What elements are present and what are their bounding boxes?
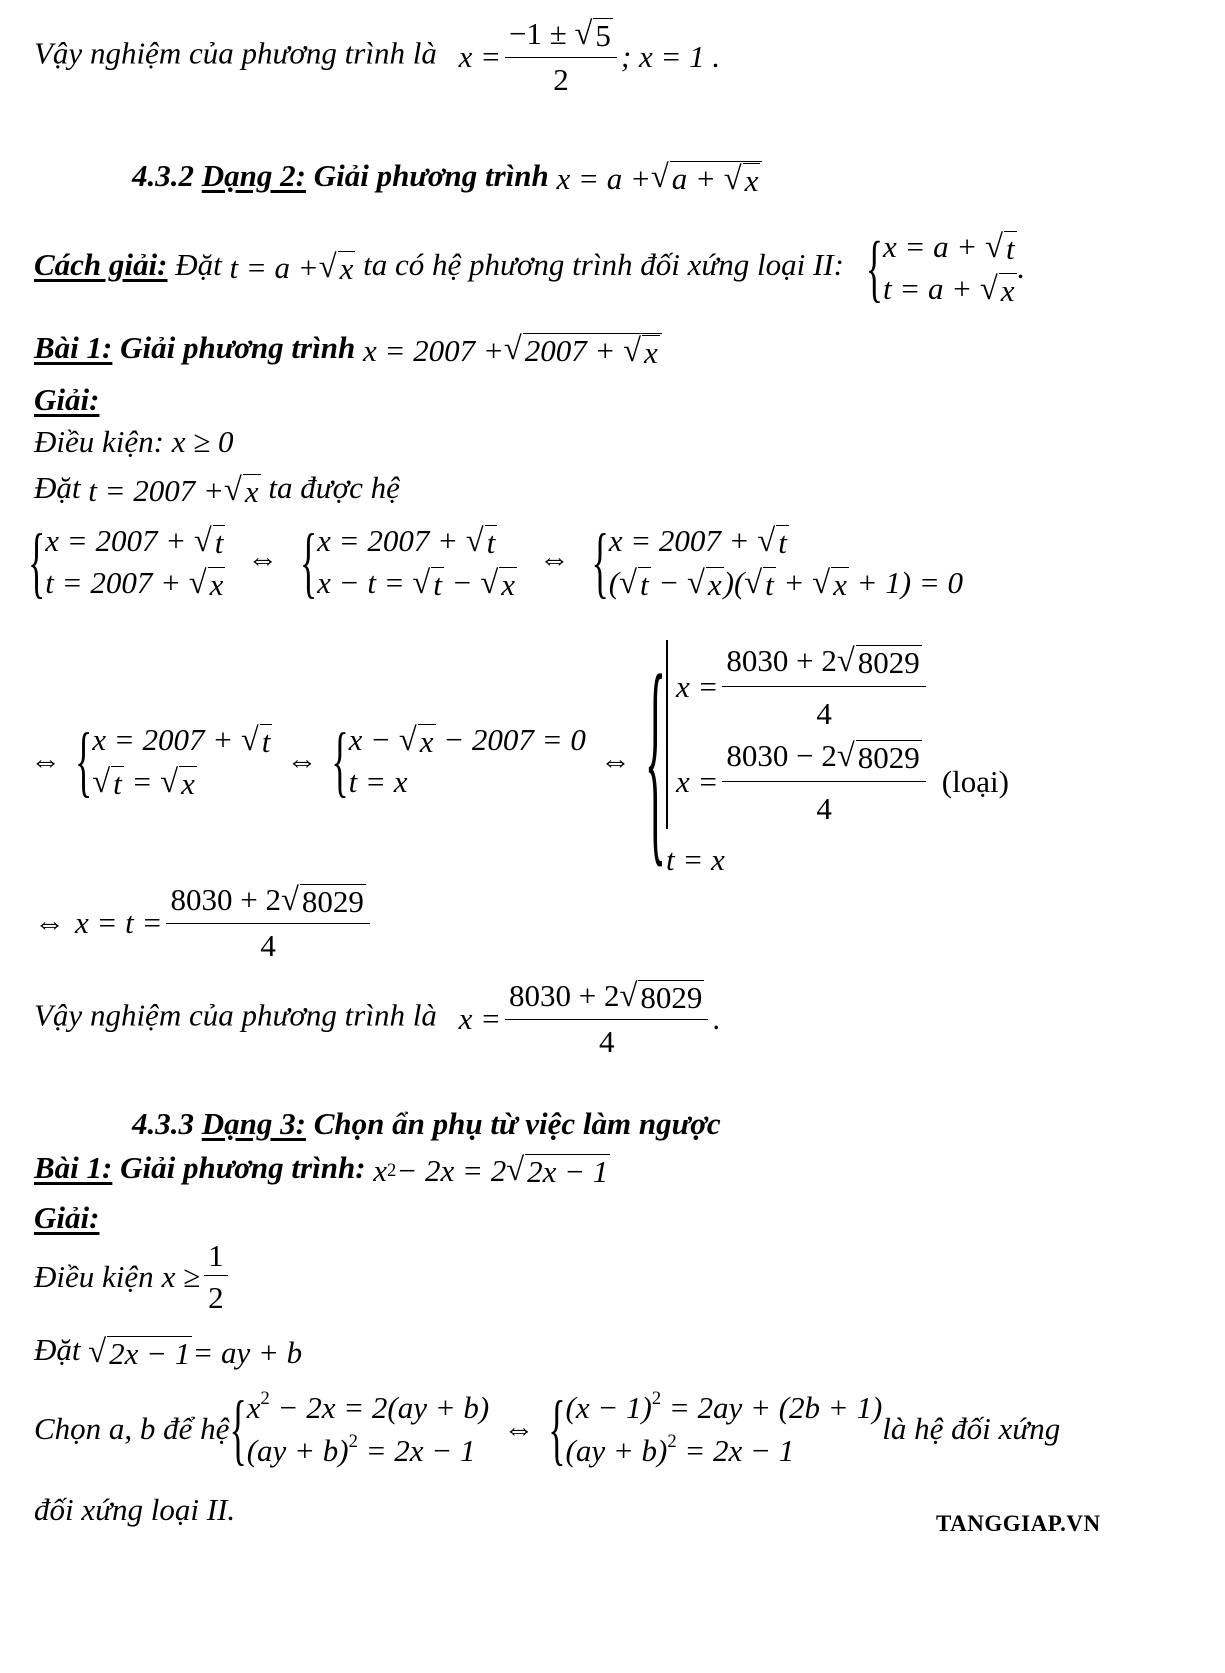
- system-rows: [247, 1386, 489, 1472]
- f-part: t = a +: [229, 250, 319, 286]
- alternatives-bracket: [666, 640, 1009, 829]
- row-2: [92, 761, 272, 803]
- conclusion-line-1: [34, 18, 720, 95]
- formula: [459, 18, 721, 95]
- iff-symbol: ⇔: [30, 743, 61, 779]
- choose-tail: là hệ đối xứng: [882, 1411, 1061, 1447]
- heading-4-3-3: [132, 1108, 721, 1139]
- denominator: 4: [260, 927, 276, 963]
- num-text: 8030 + 2: [170, 882, 281, 917]
- radical-sign: √: [619, 564, 637, 601]
- sqrt: [620, 980, 705, 1015]
- result-formula: [34, 884, 374, 961]
- r2a: (ay + b): [565, 1432, 668, 1468]
- system-rows: [883, 226, 1017, 310]
- sqrt-arg: t: [486, 525, 496, 560]
- sqrt: [240, 721, 273, 759]
- system-rows: [317, 520, 517, 604]
- system-a: [28, 517, 225, 606]
- num-text: 8030 − 2: [726, 737, 837, 773]
- fraction: [505, 980, 708, 1057]
- sqrt-arg: t: [778, 525, 787, 560]
- left-brace: {: [865, 225, 883, 310]
- formula: [459, 980, 721, 1057]
- sqrt-arg: 8029: [857, 645, 920, 680]
- system-f: [644, 628, 1009, 888]
- sub-formula: [88, 471, 260, 509]
- x-eq: x =: [458, 38, 502, 74]
- left-brace: {: [299, 517, 318, 606]
- method-formula: [229, 248, 355, 286]
- exp: 2: [260, 1388, 270, 1409]
- radical-sign: √: [619, 978, 638, 1014]
- text: Vậy nghiệm của phương trình là: [34, 35, 437, 71]
- substitution-line: [34, 472, 400, 508]
- denominator: 2: [553, 61, 569, 97]
- system-rows: [92, 719, 272, 803]
- row-1: [317, 520, 517, 562]
- heading-formula: [556, 158, 763, 198]
- left-brace: {: [28, 517, 46, 606]
- left-brace: {: [75, 716, 93, 805]
- radical-sign: √: [193, 523, 212, 559]
- sqrt: [160, 763, 197, 801]
- row-2: [609, 562, 963, 604]
- alt-1: [676, 640, 1009, 735]
- r1b: − 2007 = 0: [435, 721, 586, 757]
- res-pre: x = t =: [75, 904, 163, 940]
- radical-sign: √: [723, 160, 742, 197]
- fraction: [204, 1240, 228, 1313]
- r2b: = 2x − 1: [357, 1432, 476, 1468]
- sqrt-outer: [503, 330, 662, 370]
- sub-tail: ta được hệ: [260, 470, 400, 505]
- numerator: [505, 18, 617, 58]
- inner: 2007 +: [524, 332, 624, 368]
- result-line: [34, 884, 374, 961]
- sqrt-arg: t: [214, 525, 224, 560]
- radical-sign: √: [506, 1151, 525, 1188]
- exercise-text: Giải phương trình:: [112, 1150, 374, 1185]
- solution-label-2: Giải:: [34, 1200, 100, 1235]
- method-label: Cách giải:: [34, 246, 168, 282]
- row-1: [349, 719, 586, 761]
- dot: .: [1016, 250, 1025, 286]
- denominator: 4: [816, 790, 832, 826]
- row-1: [566, 1386, 883, 1429]
- sqrt-arg: t: [113, 765, 122, 801]
- numerator: [722, 735, 925, 782]
- text: Vậy nghiệm của phương trình là: [34, 997, 437, 1033]
- heading-number: 4.3.3: [132, 1106, 202, 1141]
- sqrt-arg: x: [833, 566, 847, 602]
- num-text: 8030 + 2: [509, 978, 620, 1013]
- x-eq: x =: [675, 669, 719, 705]
- exp: 2: [651, 1388, 662, 1409]
- exercise-formula: [362, 330, 662, 370]
- sqrt: [837, 645, 922, 680]
- p3: + 1) = 0: [848, 564, 964, 600]
- denominator: 2: [208, 1280, 224, 1315]
- heading-text: Giải phương trình: [305, 158, 557, 193]
- sqrt-inner: [623, 332, 660, 370]
- sqrt: [836, 737, 922, 775]
- row-2: [247, 1429, 489, 1472]
- radical-sign: √: [985, 229, 1003, 265]
- fraction: [722, 640, 925, 735]
- sqrt: [92, 763, 124, 801]
- iff-symbol: ⇔: [286, 743, 318, 779]
- sqrt: [744, 564, 776, 602]
- alt-2-formula: [676, 735, 1009, 830]
- system-rows: [566, 1386, 883, 1472]
- x-eq: x =: [458, 1000, 502, 1036]
- exercise-2-title: [34, 1152, 610, 1188]
- left-brace: {: [644, 628, 666, 888]
- sqrt: [188, 564, 226, 602]
- heading-4-3-2: [132, 160, 762, 197]
- radical-sign: √: [398, 721, 417, 758]
- sqrt-inner-arg: x: [744, 162, 759, 198]
- sqrt-arg: 8029: [640, 980, 703, 1015]
- sqrt-arg: t: [1005, 231, 1015, 266]
- condition-text: Điều kiện:: [34, 424, 172, 459]
- sqrt-arg: x: [1000, 272, 1015, 308]
- denominator: 4: [816, 695, 832, 731]
- r1: x = 2007 +: [45, 523, 194, 558]
- left-brace: {: [591, 517, 609, 606]
- left-brace: {: [229, 1384, 247, 1473]
- row-1: [45, 520, 225, 562]
- sqrt: [575, 18, 613, 53]
- sqrt-arg: x: [419, 723, 434, 759]
- exercise-label: Bài 1:: [34, 330, 113, 365]
- system-d: [75, 716, 272, 805]
- row-2: [883, 268, 1017, 310]
- num-text: −1 ±: [509, 16, 575, 51]
- sqrt: [398, 721, 436, 759]
- method-text-2: ta có hệ phương trình đối xứng loại II:: [355, 246, 844, 282]
- choose-text: Chọn a, b để hệ: [34, 1411, 230, 1447]
- sqrt: [686, 564, 724, 602]
- sqrt: [223, 471, 261, 509]
- r1b: − 2x = 2(ay + b): [269, 1389, 490, 1425]
- radical-sign: √: [92, 763, 111, 800]
- inner-a: a +: [671, 160, 724, 196]
- sqrt-arg: 8029: [301, 884, 364, 919]
- exercise-text: Giải phương trình: [112, 330, 363, 365]
- iff-symbol: ⇔: [247, 540, 279, 576]
- system-rows: [609, 520, 963, 604]
- rejected-label: (loại): [941, 764, 1009, 800]
- sqrt-arg: 2x − 1: [109, 1335, 191, 1371]
- sqrt-arg: t: [639, 566, 649, 602]
- fraction: [166, 884, 369, 961]
- iff-symbol: ⇔: [503, 1411, 535, 1447]
- sqrt-outer-arg: [523, 333, 662, 370]
- sqrt: [318, 248, 356, 286]
- system-chain-2: [30, 628, 1009, 888]
- heading-dang: Dạng 3:: [201, 1106, 306, 1141]
- row-2: [45, 562, 225, 604]
- x: x: [373, 1153, 388, 1189]
- method-system: [866, 226, 1025, 310]
- iff-symbol: ⇔: [599, 743, 631, 779]
- numerator: [722, 640, 925, 687]
- alternatives: [676, 640, 1009, 829]
- sqrt: [812, 564, 849, 602]
- sqrt-outer-arg: [670, 161, 763, 198]
- heading-number: 4.3.2: [132, 158, 202, 193]
- sqrt: [480, 564, 517, 602]
- minus: −: [443, 564, 481, 600]
- conclusion-line-2: [34, 980, 720, 1057]
- sub-tail: = ay + b: [192, 1335, 303, 1371]
- p1: (: [608, 564, 620, 600]
- sqrt: [466, 525, 498, 560]
- f-part: x = a +: [556, 161, 651, 197]
- numerator: 1: [204, 1240, 228, 1276]
- radical-sign: √: [240, 721, 259, 758]
- r1b: = 2ay + (2b + 1): [661, 1389, 883, 1425]
- eq: =: [123, 763, 161, 799]
- radical-sign: √: [744, 564, 763, 601]
- f-part: x = 2007 +: [362, 333, 504, 369]
- r1: x = 2007 +: [92, 721, 241, 757]
- sqrt: [194, 525, 226, 560]
- sqrt: [985, 231, 1017, 266]
- radical-sign: √: [412, 564, 431, 601]
- radical-sign: √: [318, 248, 337, 285]
- row-1: [609, 520, 963, 562]
- condition-formula: x ≥ 0: [171, 424, 234, 459]
- sqrt: [757, 525, 789, 560]
- sqrt: [281, 884, 366, 919]
- sqrt-outer: [650, 158, 762, 198]
- dot: .: [712, 1000, 721, 1036]
- numerator: [166, 884, 369, 924]
- alt-1-formula: [676, 640, 930, 735]
- sqrt-inner: [723, 160, 761, 198]
- row-2: [349, 761, 586, 803]
- x-eq: x =: [675, 764, 719, 800]
- row-1: [883, 226, 1017, 268]
- f-part: t = 2007 +: [88, 473, 224, 509]
- radical-sign: √: [188, 564, 207, 601]
- alt-2: [676, 735, 1009, 830]
- exp: 2: [348, 1430, 358, 1452]
- r1a: (x − 1): [565, 1389, 652, 1425]
- sqrt-arg: t: [261, 723, 271, 759]
- row-t: t = x: [665, 842, 725, 878]
- sqrt-arg: x: [181, 765, 195, 801]
- sub-formula: [88, 1333, 303, 1371]
- system-rows: [349, 719, 586, 803]
- sub-text: Đặt: [34, 470, 89, 505]
- radical-sign: √: [650, 158, 669, 195]
- condition-text: Điều kiện: [34, 1259, 154, 1294]
- f-part: − 2x = 2: [396, 1153, 507, 1189]
- fraction: [505, 18, 617, 95]
- num-text: 8030 + 2: [726, 643, 837, 678]
- heading-text: Chọn ẩn phụ từ việc làm ngược: [305, 1106, 721, 1141]
- sqrt-arg: x: [209, 566, 224, 602]
- system-h: [548, 1386, 882, 1472]
- iff-symbol: ⇔: [538, 540, 570, 576]
- choose-content: [34, 1386, 1060, 1472]
- exercise-label: Bài 1:: [34, 1150, 113, 1185]
- sqrt-arg: x: [244, 473, 259, 509]
- sqrt: [88, 1333, 192, 1371]
- solution-label: Giải:: [34, 382, 100, 417]
- condition-line-2: [34, 1240, 232, 1313]
- sqrt-arg: x: [707, 566, 722, 602]
- r1a: x: [246, 1389, 261, 1425]
- method-text: Đặt: [167, 246, 230, 282]
- left-brace: {: [331, 716, 349, 805]
- r2: t = x: [348, 763, 408, 799]
- radical-sign: √: [160, 763, 179, 800]
- system-g: [229, 1386, 489, 1472]
- radical-sign: √: [223, 471, 242, 508]
- sqrt-arg: 8029: [857, 739, 920, 775]
- sqrt-arg: x: [501, 566, 515, 602]
- sqrt: [979, 270, 1017, 308]
- chain-2-inner: [30, 628, 1009, 888]
- numerator: [505, 980, 708, 1020]
- r2a: (ay + b): [246, 1432, 349, 1468]
- method-line: [34, 226, 1024, 310]
- radical-sign: √: [503, 330, 522, 367]
- p2: )(: [723, 564, 745, 600]
- substitution-line-2: [34, 1334, 302, 1370]
- row-2: [317, 562, 517, 604]
- radical-sign: √: [757, 523, 776, 559]
- radical-sign: √: [280, 882, 299, 918]
- system-b: [299, 517, 517, 606]
- system-chain-1: [28, 517, 964, 606]
- denominator: 4: [598, 1023, 615, 1059]
- sqrt-arg: 2x − 1: [527, 1153, 609, 1189]
- choose-line: [34, 1386, 1060, 1472]
- sqrt: [506, 1151, 610, 1189]
- minus: −: [650, 564, 687, 600]
- r2b: = 2x − 1: [676, 1432, 795, 1468]
- condition-formula: x ≥: [161, 1259, 201, 1294]
- fraction: [722, 735, 925, 830]
- radical-sign: √: [574, 16, 593, 52]
- r2: t = 2007 +: [45, 564, 189, 600]
- sqrt-arg: x: [339, 250, 354, 286]
- radical-sign: √: [88, 1333, 107, 1370]
- left-brace: {: [548, 1384, 566, 1473]
- condition-line: [34, 426, 234, 457]
- radical-sign: √: [623, 332, 641, 369]
- r1: x = 2007 +: [317, 523, 466, 558]
- system-e: [331, 716, 586, 805]
- sqrt-arg: 5: [595, 18, 611, 53]
- last-line: đối xứng loại II.: [34, 1492, 236, 1527]
- r1: x −: [348, 721, 399, 757]
- radical-sign: √: [812, 564, 831, 601]
- sub-text: Đặt: [34, 1332, 89, 1367]
- row-1: [92, 719, 272, 761]
- exercise-formula: [373, 1151, 610, 1189]
- system-rows: [45, 520, 225, 604]
- r1: x = a +: [882, 229, 986, 264]
- r2: t = a +: [882, 270, 980, 306]
- plus: +: [775, 564, 813, 600]
- row-1: [247, 1386, 489, 1429]
- system-c: [591, 517, 964, 606]
- radical-sign: √: [465, 523, 484, 559]
- condition-content: [34, 1240, 232, 1313]
- sqrt: [412, 564, 444, 602]
- row-2: [566, 1429, 883, 1472]
- heading-dang: Dạng 2:: [201, 158, 306, 193]
- sqrt-arg: t: [433, 566, 442, 602]
- exp: 2: [387, 1159, 397, 1181]
- radical-sign: √: [836, 643, 855, 679]
- tail: ; x = 1 .: [620, 38, 721, 74]
- r2: x − t =: [317, 564, 413, 600]
- radical-sign: √: [480, 564, 499, 601]
- system-rows: [666, 640, 1009, 881]
- exp: 2: [667, 1430, 677, 1452]
- site-logo: TANGGIAP.VN: [936, 1511, 1101, 1536]
- sqrt-arg: t: [765, 566, 774, 602]
- exercise-1-title: [34, 332, 662, 369]
- sqrt-inner-arg: x: [643, 334, 658, 370]
- radical-sign: √: [979, 270, 998, 307]
- radical-sign: √: [836, 737, 855, 774]
- r1: x = 2007 +: [608, 523, 758, 558]
- sqrt: [619, 564, 651, 602]
- iff-symbol: ⇔: [34, 904, 65, 940]
- radical-sign: √: [686, 564, 705, 601]
